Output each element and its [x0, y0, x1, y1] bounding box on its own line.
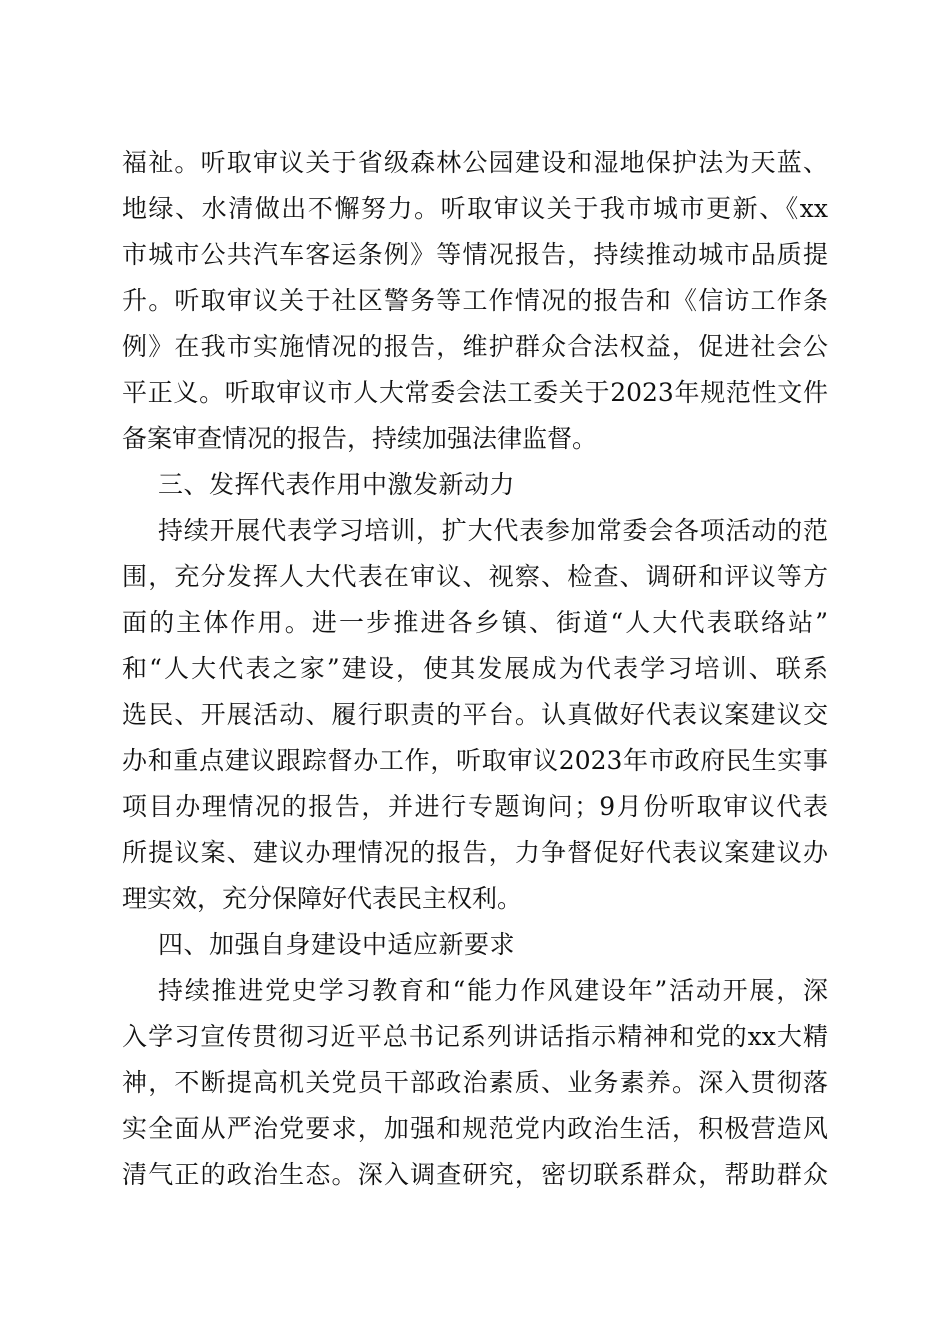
paragraph-continued — [122, 140, 828, 462]
text-line: 持续开展代表学习培训，扩大代表参加常委会各项活动的范 — [158, 516, 828, 545]
text-line: 面的主体作用。进一步推进各乡镇、街道“人大代表联络站” — [122, 608, 828, 637]
text-line: 市城市公共汽车客运条例》等情况报告，持续推动城市品质提 — [122, 240, 828, 269]
text-line: 备案审查情况的报告，持续加强法律监督。 — [122, 424, 598, 453]
text-line: 地绿、水清做出不懈努力。听取审议关于我市城市更新、《xx — [122, 194, 828, 223]
text-line: 神，不断提高机关党员干部政治素质、业务素养。深入贯彻落 — [122, 1068, 828, 1097]
paragraph-section-3 — [122, 508, 828, 922]
text-line: 清气正的政治生态。深入调查研究，密切联系群众，帮助群众 — [122, 1160, 828, 1189]
text-line: 选民、开展活动、履行职责的平台。认真做好代表议案建议交 — [122, 700, 828, 729]
text-line: 实全面从严治党要求，加强和规范党内政治生活，积极营造风 — [122, 1114, 828, 1143]
text-line: 入学习宣传贯彻习近平总书记系列讲话指示精神和党的xx大精 — [122, 1022, 828, 1051]
text-line: 围，充分发挥人大代表在审议、视察、检查、调研和评议等方 — [122, 562, 828, 591]
text-line: 平正义。听取审议市人大常委会法工委关于2023年规范性文件 — [122, 378, 828, 407]
section-heading-3: 三、发挥代表作用中激发新动力 — [158, 470, 516, 499]
text-line: 福祉。听取审议关于省级森林公园建设和湿地保护法为天蓝、 — [122, 148, 828, 177]
paragraph-section-4 — [122, 968, 828, 1198]
text-line: 和“人大代表之家”建设，使其发展成为代表学习培训、联系 — [122, 654, 828, 683]
text-line: 办和重点建议跟踪督办工作，听取审议2023年市政府民生实事 — [122, 746, 828, 775]
text-line: 升。听取审议关于社区警务等工作情况的报告和《信访工作条 — [122, 286, 828, 315]
text-line: 所提议案、建议办理情况的报告，力争督促好代表议案建议办 — [122, 838, 828, 867]
text-line: 例》在我市实施情况的报告，维护群众合法权益，促进社会公 — [122, 332, 828, 361]
text-line: 项目办理情况的报告，并进行专题询问；9月份听取审议代表 — [122, 792, 828, 821]
text-line: 持续推进党史学习教育和“能力作风建设年”活动开展，深 — [158, 976, 828, 1005]
section-heading-4: 四、加强自身建设中适应新要求 — [158, 930, 516, 959]
document-page — [122, 140, 828, 1198]
text-line: 理实效，充分保障好代表民主权利。 — [122, 884, 523, 913]
